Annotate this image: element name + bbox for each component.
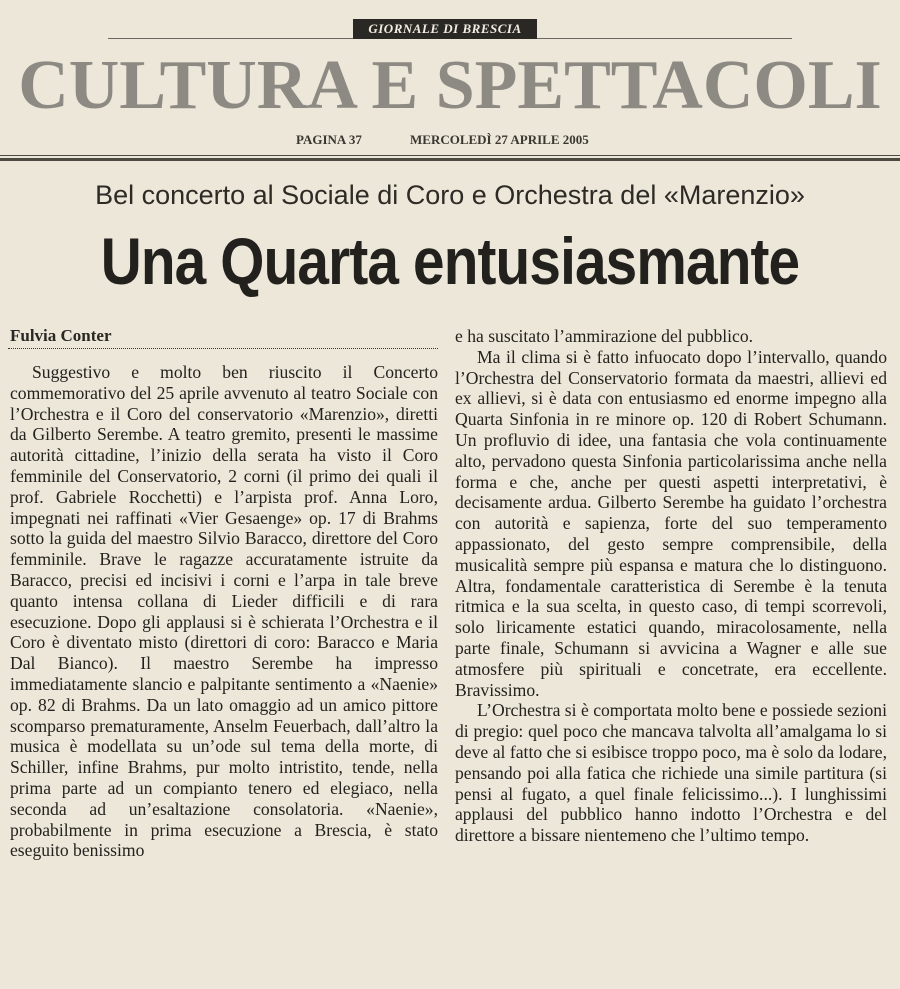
newspaper-name: GIORNALE DI BRESCIA — [353, 19, 537, 39]
paragraph: Ma il clima si è fatto infuocato dopo l’intervallo, quando l’Orchestra del Conservatorio formata da maestri, allievi ed ex allievi, si è data con entusiasmo ed enorme impegno alla Quarta Sinfonia in re minore op. 120 di Robert Schumann. Un profluvio di idee, una fantasia che vola continuamente alto, pervadono questa Sinfonia particolarissima anche nella forma e che, anche per questi aspetti interpretativi, è decisamente ardua. Gilberto Serembe ha guidato l’orchestra con autorità e sapienza, forte del suo temperamento appassionato, del gesto sempre comprensibile, della musicalità sempre più espansa e matura che lo distinguono. Altra, fondamentale caratteristica di Serembe è la tenuta ritmica e la sua scelta, in questo caso, di tempi scorrevoli, solo liricamente estatici quando, miracolosamente, nella parte finale, Schumann si avvicina a Wagner e alle sue atmosfere più spirituali e concetrate, era eccellente. Bravissimo. — [455, 346, 887, 700]
paragraph: Suggestivo e molto ben riuscito il Concerto commemorativo del 25 aprile avvenuto al teatro Sociale con l’Orchestra e il Coro del conservatorio «Marenzio», diretti da Gilberto Serembe. A teatro gremito, presenti le massime autorità cittadine, l’inizio della serata ha visto il Coro femminile del Conservatorio, 2 corni (il primo dei quali il prof. Gabriele Rocchetti) e l’arpista prof. Anna Loro, impegnati nei raffinati «Vier Gesaenge» op. 17 di Brahms sotto la guida del maestro Silvio Baracco, direttore del Coro femminile. Brave le ragazze accuratamente istruite da Baracco, precisi ed incisivi i corni e l’arpa in tale breve quanto intensa collana di Lieder difficili e di rara esecuzione. Dopo gli applausi si è schierata l’Orchestra e il Coro è diventato misto (direttori di coro: Baracco e Maria Dal Bianco). Il maestro Serembe ha impresso immediatamente slancio e palpitante sentimento a «Naenie» op. 82 di Brahms. Da un lato omaggio ad un amico pittore scomparso prematuramente, Anselm Feuerbach, dall’altro la musica è modellata su un’ode sul tema della morte, di Schiller, infine Brahms, pur molto intristito, tende, nella prima parte ad un compianto tenero ed elegiaco, nella seconda ad un’esaltazione consolatoria. «Naenie», probabilmente in prima esecuzione a Brescia, è stato eseguito benissimo — [10, 362, 438, 861]
paragraph: e ha suscitato l’ammirazione del pubblico. — [455, 326, 754, 346]
masthead-rule-left — [108, 38, 353, 39]
byline-rule — [8, 348, 438, 349]
article-byline: Fulvia Conter — [10, 326, 112, 345]
article-column-left — [10, 362, 438, 861]
header-rule-thick — [0, 158, 900, 161]
page-number: PAGINA 37 — [296, 132, 362, 147]
masthead-rule-right — [537, 38, 792, 39]
article-headline: Una Quarta entusiasmante — [100, 224, 800, 298]
article-column-right — [455, 326, 887, 846]
paragraph: L’Orchestra si è comportata molto bene e possiede sezioni di pregio: quel poco che mancava talvolta all’amalgama lo si deve al fatto che si esibisce troppo poco, ma è solo da lodare, pensando poi alla fatica che richiede una simile partitura (si pensi al fugato, a quel finale felicissimo...). I lunghissimi applausi del pubblico hanno indotto l’Orchestra e del direttore a bissare nientemeno che l’ultimo tempo. — [455, 700, 887, 846]
issue-date: MERCOLEDÌ 27 APRILE 2005 — [410, 132, 589, 147]
section-title: CULTURA E SPETTACOLI — [18, 47, 882, 124]
article-kicker: Bel concerto al Sociale di Coro e Orchestra del «Marenzio» — [95, 180, 805, 210]
header-rule-thin — [0, 155, 900, 156]
